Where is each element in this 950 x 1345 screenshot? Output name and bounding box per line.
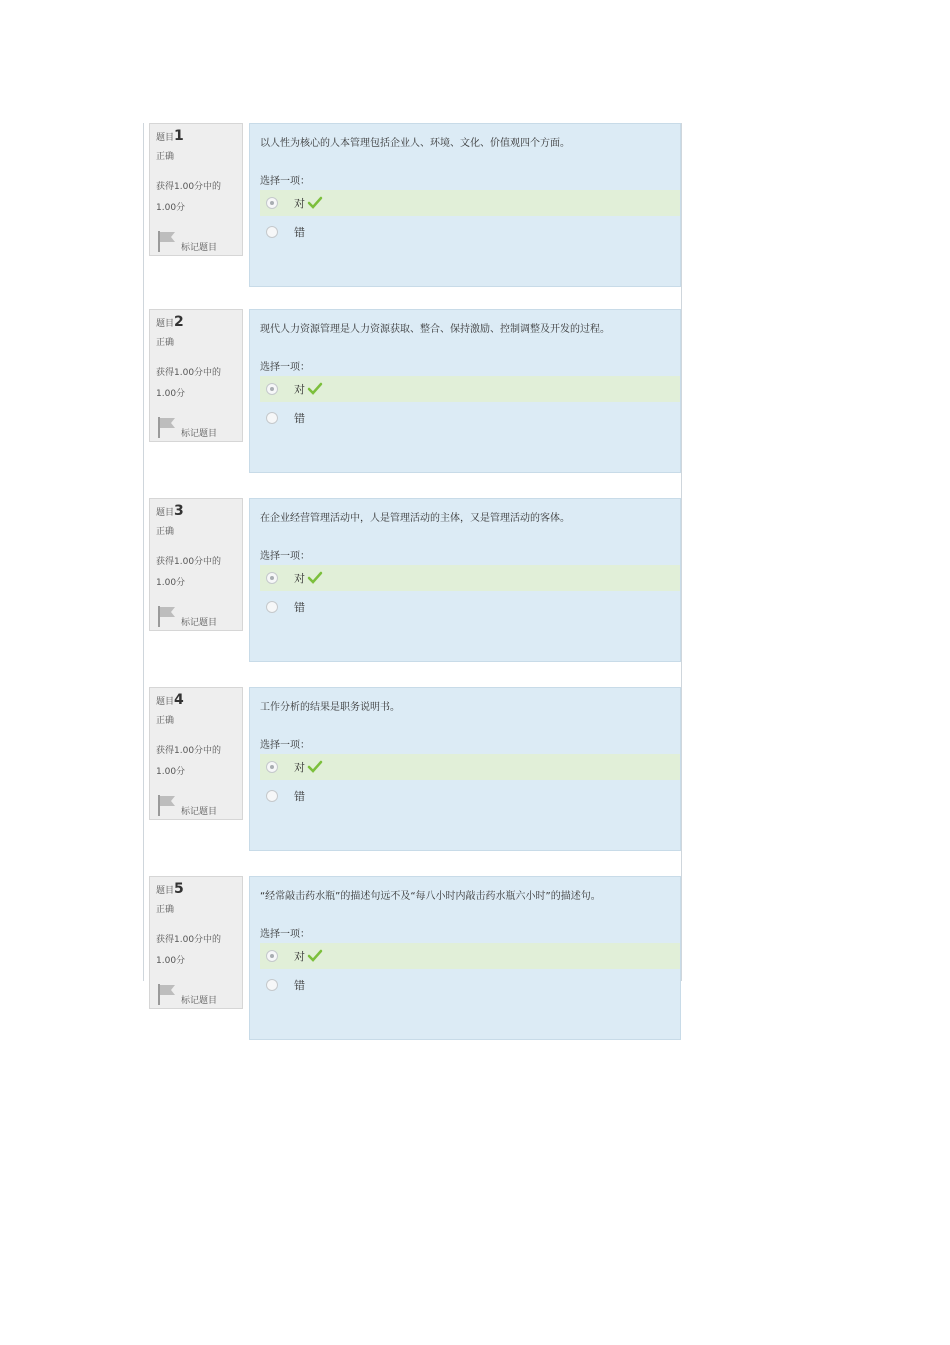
option-label: 对 [294,197,305,210]
answer-option-false[interactable] [260,405,680,431]
question-label: 题目 [156,508,175,518]
question-text: 工作分析的结果是职务说明书。 [260,702,400,713]
flag-icon [156,604,178,628]
checkmark-icon [308,572,322,584]
answer-option-true[interactable] [260,754,680,780]
question-content [249,687,681,851]
question-grade [156,177,242,219]
answer-option-true[interactable] [260,190,680,216]
question-grade [156,363,242,405]
radio-button[interactable] [266,979,278,991]
answer-prompt: 选择一项： [260,929,310,940]
option-label: 错 [294,601,305,614]
flag-question-button[interactable] [156,604,242,628]
checkmark-icon [308,383,322,395]
question-text: “经常敲击药水瓶”的描述句远不及“每八小时内敲击药水瓶六小时”的描述句。 [260,891,601,902]
question-content [249,309,681,473]
question-4 [144,687,681,855]
question-label: 题目 [156,319,175,329]
option-label: 对 [294,761,305,774]
question-info [149,123,243,256]
answer-option-false[interactable] [260,783,680,809]
radio-button-selected[interactable] [266,197,278,209]
answer-option-false[interactable] [260,972,680,998]
flag-icon [156,229,178,253]
flag-question-label: 标记题目 [181,996,218,1006]
answer-prompt: 选择一项： [260,362,310,373]
grade-line-2: 1.00分 [156,767,186,777]
radio-button[interactable] [266,790,278,802]
grade-line-1: 获得1.00分中的 [156,368,222,378]
radio-button-selected[interactable] [266,761,278,773]
question-content [249,123,681,287]
question-grade [156,552,242,594]
flag-question-label: 标记题目 [181,243,218,253]
radio-button-selected[interactable] [266,383,278,395]
question-number: 5 [174,881,184,897]
answer-option-true[interactable] [260,376,680,402]
question-text: 在企业经营管理活动中，人是管理活动的主体，又是管理活动的客体。 [260,513,570,524]
option-label: 对 [294,383,305,396]
answer-option-false[interactable] [260,594,680,620]
radio-button[interactable] [266,601,278,613]
option-label: 对 [294,572,305,585]
question-info [149,309,243,442]
radio-button-selected[interactable] [266,572,278,584]
question-number: 3 [174,503,184,519]
flag-icon [156,982,178,1006]
answer-option-true[interactable] [260,565,680,591]
option-label: 错 [294,979,305,992]
option-label: 错 [294,226,305,239]
question-text: 以人性为核心的人本管理包括企业人、环境、文化、价值观四个方面。 [260,138,570,149]
checkmark-icon [308,197,322,209]
question-label: 题目 [156,133,175,143]
answer-prompt: 选择一项： [260,740,310,751]
flag-question-button[interactable] [156,415,242,439]
flag-question-label: 标记题目 [181,618,218,628]
question-number: 1 [174,128,184,144]
answer-option-true[interactable] [260,943,680,969]
question-content [249,876,681,1040]
grade-line-1: 获得1.00分中的 [156,935,222,945]
grade-line-2: 1.00分 [156,578,186,588]
question-number: 4 [174,692,184,708]
answer-prompt: 选择一项： [260,176,310,187]
flag-question-button[interactable] [156,229,242,253]
flag-icon [156,415,178,439]
checkmark-icon [308,950,322,962]
question-state: 正确 [156,338,175,348]
flag-icon [156,793,178,817]
question-number: 2 [174,314,184,330]
question-info [149,498,243,631]
answer-option-false[interactable] [260,219,680,245]
grade-line-2: 1.00分 [156,956,186,966]
quiz-review-panel [143,123,682,1006]
question-state: 正确 [156,905,175,915]
question-state: 正确 [156,716,175,726]
option-label: 错 [294,790,305,803]
question-grade [156,930,242,972]
question-2 [144,309,681,477]
question-3 [144,498,681,666]
flag-question-label: 标记题目 [181,807,218,817]
question-1 [144,123,681,291]
question-label: 题目 [156,697,175,707]
question-content [249,498,681,662]
grade-line-2: 1.00分 [156,389,186,399]
question-info [149,876,243,1009]
grade-line-1: 获得1.00分中的 [156,557,222,567]
question-state: 正确 [156,527,175,537]
question-text: 现代人力资源管理是人力资源获取、整合、保持激励、控制调整及开发的过程。 [260,324,610,335]
answer-prompt: 选择一项： [260,551,310,562]
grade-line-1: 获得1.00分中的 [156,746,222,756]
question-info [149,687,243,820]
grade-line-2: 1.00分 [156,203,186,213]
radio-button[interactable] [266,412,278,424]
question-label: 题目 [156,886,175,896]
grade-line-1: 获得1.00分中的 [156,182,222,192]
flag-question-button[interactable] [156,793,242,817]
question-5 [144,876,681,1044]
radio-button[interactable] [266,226,278,238]
question-state: 正确 [156,152,175,162]
option-label: 对 [294,950,305,963]
flag-question-button[interactable] [156,982,242,1006]
flag-question-label: 标记题目 [181,429,218,439]
checkmark-icon [308,761,322,773]
question-grade [156,741,242,783]
option-label: 错 [294,412,305,425]
radio-button-selected[interactable] [266,950,278,962]
